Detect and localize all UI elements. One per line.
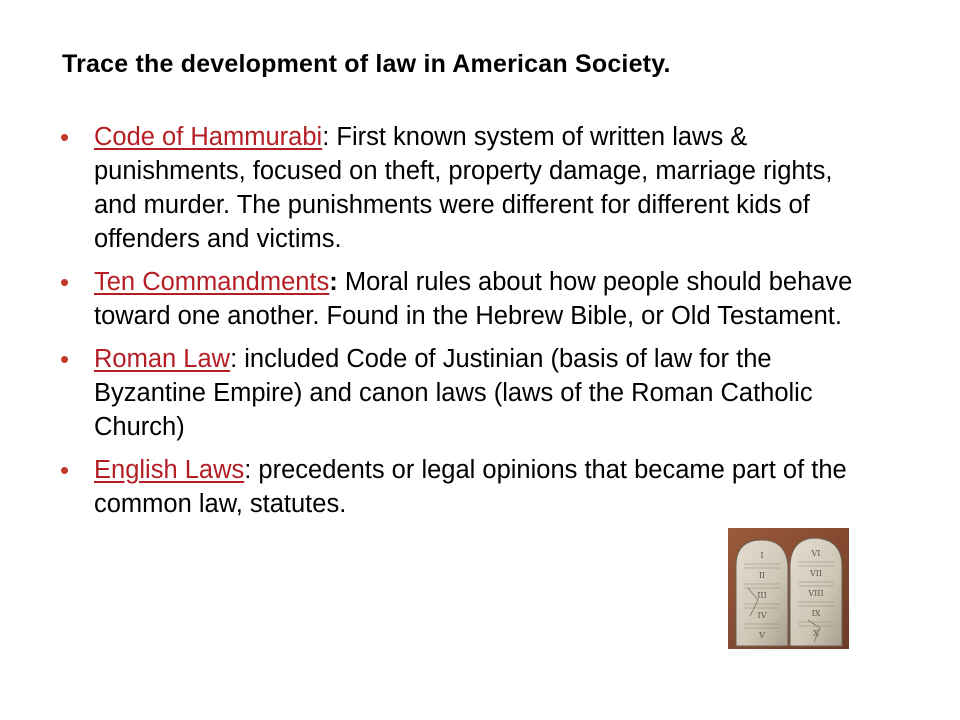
numeral-left-4: IV [757, 611, 767, 620]
numeral-right-5: X [813, 629, 819, 638]
numeral-right-3: VIII [808, 589, 824, 598]
bullet-item [60, 120, 860, 256]
numeral-left-2: II [758, 571, 766, 580]
bullet-dot: • [60, 122, 70, 152]
stone-tablets-image [728, 528, 849, 649]
bullet-item [60, 342, 860, 444]
numeral-right-2: VII [809, 569, 823, 578]
bullet-text: Moral rules about how people should behave toward one another. Found in the Hebrew Bible, or Old Testament. [94, 268, 853, 330]
numeral-left-1: I [760, 551, 764, 560]
numeral-right-1: VI [811, 549, 821, 558]
bullet-text: First known system of written laws & punishments, focused on theft, property damage, marriage rights, and murder. The punishments were different for different kids of offenders and victims. [94, 123, 833, 253]
bullet-list [60, 120, 860, 530]
bullet-dot: • [60, 267, 70, 297]
bullet-term: Roman Law [94, 345, 231, 373]
bullet-item [60, 265, 860, 333]
numeral-right-4: IX [811, 609, 821, 618]
bullet-term: English Laws [94, 456, 245, 484]
bullet-dot: • [60, 455, 70, 485]
numeral-left-5: V [759, 631, 765, 640]
bullet-separator: : [322, 123, 330, 151]
bullet-text: included Code of Justinian (basis of law for the Byzantine Empire) and canon laws (laws of the Roman Catholic Church) [94, 345, 813, 441]
bullet-item [60, 453, 860, 521]
bullet-separator: : [230, 345, 238, 373]
numeral-left-3: III [757, 591, 767, 600]
bullet-term: Code of Hammurabi [94, 123, 323, 151]
bullet-term: Ten Commandments [94, 268, 330, 296]
bullet-separator: : [244, 456, 252, 484]
bullet-text: precedents or legal opinions that became part of the common law, statutes. [94, 456, 847, 518]
slide-title: Trace the development of law in American Society. [62, 50, 671, 78]
bullet-separator: : [329, 268, 338, 296]
stone-tablets-graphic [728, 528, 849, 649]
bullet-dot: • [60, 344, 70, 374]
